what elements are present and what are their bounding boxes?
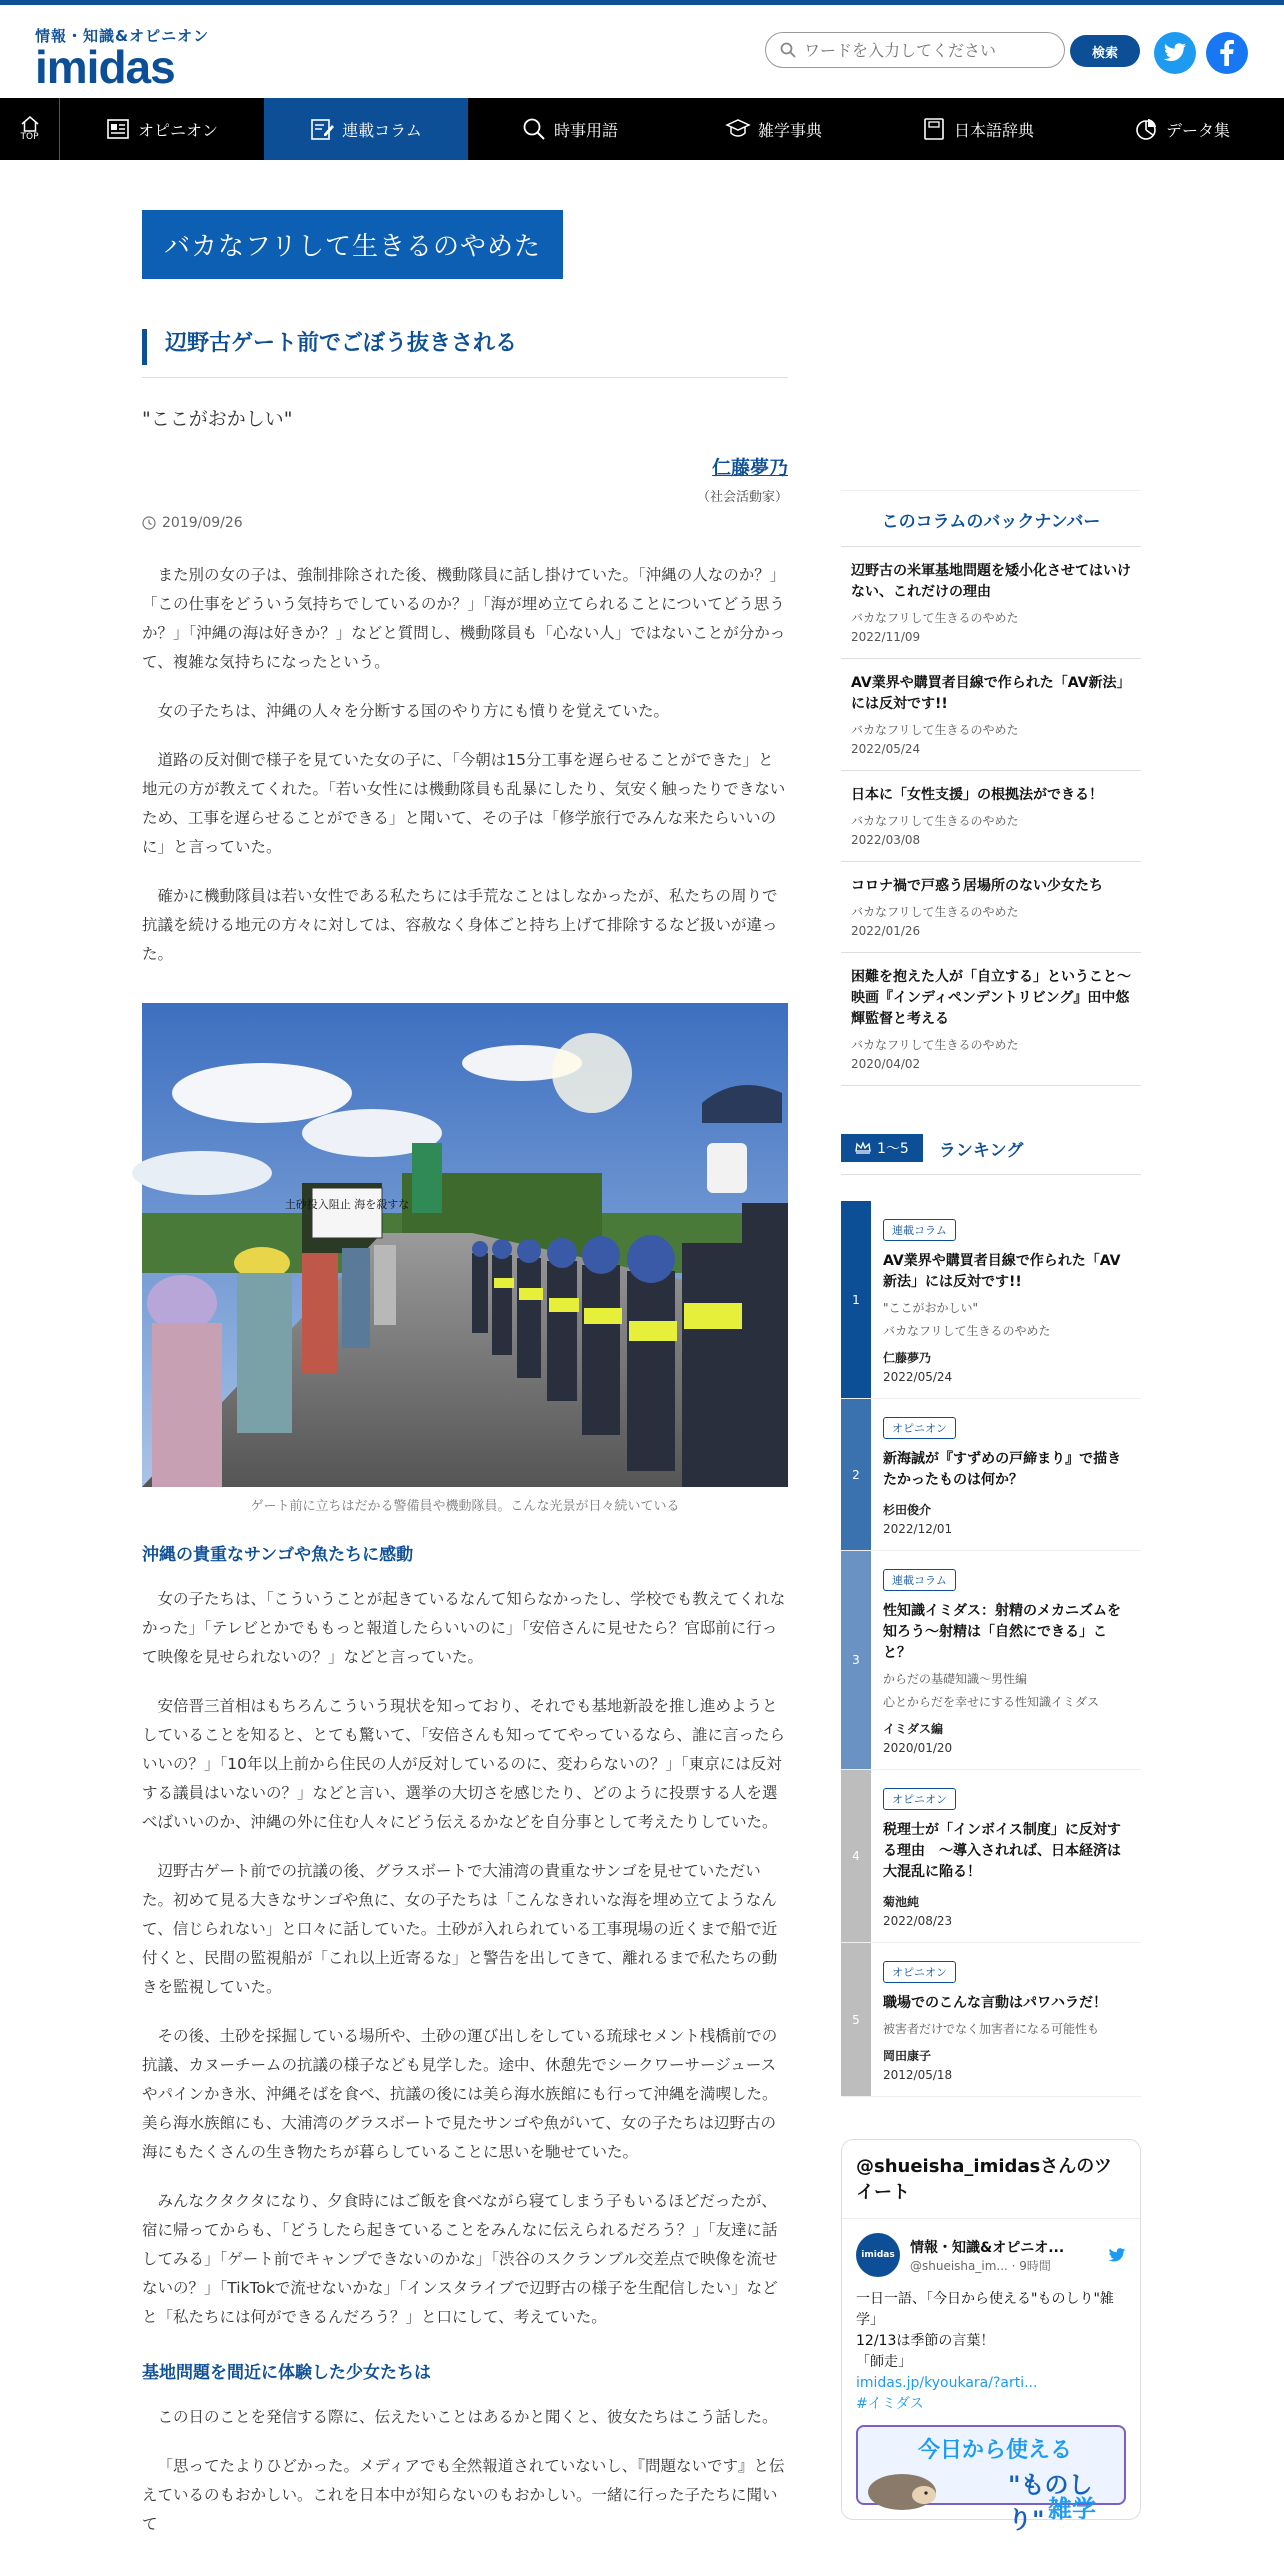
search-button[interactable]: 検索 (1070, 35, 1140, 67)
article-subtitle: "ここがおかしい" (142, 408, 293, 430)
ranking-item-subtitle: "ここがおかしい" (883, 1301, 979, 1315)
ranking-item[interactable] (841, 1770, 1141, 1943)
tweet-line: 12/13は季節の言葉！ (856, 2333, 995, 2349)
home-icon (21, 116, 39, 132)
site-logo[interactable] (35, 25, 210, 93)
backnumber-item-title: AV業界や購買者目線で作られた「AV新法」には反対です!! (851, 675, 1131, 712)
ranking-item-subtitle: 被害者だけでなく加害者になる可能性も (883, 2022, 1100, 2036)
article-photo (142, 1003, 788, 1487)
ranking-item-author: 杉田俊介 (883, 1503, 932, 1517)
sidebar (841, 490, 1141, 2534)
backnumber-item-date: 2020/04/02 (851, 1057, 921, 1071)
article-paragraph: 確かに機動隊員は若い女性である私たちには手荒なことはしなかったが、私たちの周りで抗議を続ける地元の方々に対しては、容赦なく身体ごと持ち上げて排除するなど扱いが違った。 (142, 887, 778, 963)
ranking-number: 4 (841, 1770, 871, 1942)
backnumber-item[interactable] (841, 771, 1141, 862)
tweet-image-text: "ものしり" (1008, 2471, 1093, 2534)
article-paragraph: この日のことを発信する際に、伝えたいことはあるかと聞くと、彼女たちはこう話した。 (157, 2408, 778, 2426)
ranking-item-title: AV業界や購買者目線で作られた「AV新法」には反対です!! (883, 1253, 1121, 1290)
category-tag[interactable]: 連載コラム (883, 1219, 956, 1241)
nav-item-column[interactable] (264, 98, 468, 160)
article-date-text: 2019/09/26 (162, 515, 243, 531)
article-paragraph: その後、土砂を採掘している場所や、土砂の運び出しをしている琉球セメント桟橋前での抗議、カヌーチームの抗議の様子なども見学した。途中、休憩先でシークワーサージュースやパインかき氷、沖縄そばを食べ、抗議の後には美ら海水族館にも行って沖縄を満喫した。美ら海水族館にも、大浦湾のグラスボートで見たサンゴや魚がいて、女の子たちは辺野古の海にもたくさんの生き物たちが暮らしていることに思いを馳せていた。 (142, 2027, 778, 2161)
backnumber-item-title: 日本に「女性支援」の根拠法ができる！ (851, 787, 1103, 803)
section-heading: 沖縄の貴重なサンゴや魚たちに感動 (142, 1545, 414, 1565)
logo-wordmark: imidas (35, 41, 175, 93)
facebook-f-icon (1220, 40, 1234, 66)
article-main (142, 210, 788, 2539)
tweet-user-handle: @shueisha_im... · 9時間 (910, 2258, 1051, 2273)
nav-item-dictionary[interactable] (876, 98, 1080, 160)
ranking-item-author: 岡田康子 (883, 2049, 932, 2063)
backnumber-item-series: バカなフリして生きるのやめた (851, 1038, 1019, 1052)
search-box (765, 32, 1065, 68)
main-navigation (0, 98, 1284, 160)
nav-item-label: データ集 (1165, 120, 1230, 140)
backnumber-item-date: 2022/05/24 (851, 742, 921, 756)
nav-item-trivia[interactable] (672, 98, 876, 160)
protest-photo-illustration (142, 1003, 788, 1487)
category-tag[interactable]: 連載コラム (883, 1569, 956, 1591)
ranking-item-author: 仁藤夢乃 (883, 1351, 932, 1365)
avatar[interactable]: imidas (856, 2233, 900, 2277)
nav-item-label: 日本語辞典 (953, 120, 1034, 140)
backnumber-list (841, 547, 1141, 1086)
backnumber-item-title: 困難を抱えた人が「自立する」ということ〜映画『インディペンデントリビング』田中悠輝監督と考える (851, 969, 1131, 1027)
nav-item-label: 時事用語 (553, 120, 618, 140)
nav-item-terms[interactable] (468, 98, 672, 160)
ranking-item-subtitle: からだの基礎知識～男性編 (883, 1672, 1028, 1686)
ranking-range: 1～5 (877, 1141, 909, 1157)
article-paragraph: 「思ってたよりひどかった。メディアでも全然報道されていないし、『問題ないです』と伝えているのもおかしい。これを日本中が知らないのもおかしい。一緒に行った子たちに聞いて (142, 2457, 785, 2533)
article-date (142, 515, 788, 531)
ranking-number: 5 (841, 1943, 871, 2096)
nav-item-data[interactable] (1080, 98, 1284, 160)
backnumber-item-title: 辺野古の米軍基地問題を矮小化させてはいけない、これだけの理由 (851, 563, 1131, 600)
article-paragraph: 辺野古ゲート前での抗議の後、グラスボートで大浦湾の貴重なサンゴを見せていただいた。初めて見る大きなサンゴや魚に、女の子たちは「こんなきれいな海を埋め立てようなんて、信じられない」と口々に話していた。土砂が入れられている工事現場の近くまで船で近付くと、民間の監視船が「これ以上近寄るな」と警告を出してきて、離れるまで私たちの動きを監視していた。 (142, 1862, 778, 1996)
category-tag[interactable]: オピニオン (883, 1788, 956, 1810)
timeline-title: @shueisha_imidasさんのツイート (842, 2140, 1140, 2219)
ranking-header (841, 1134, 1141, 1175)
ranking-item-title: 税理士が「インボイス制度」に反対する理由 ～導入されれば、日本経済は大混乱に陥る！ (883, 1822, 1121, 1880)
tweet-line: 「師走」 (856, 2354, 912, 2370)
ranking-item-series: 心とからだを幸せにする性知識イミダス (883, 1695, 1100, 1709)
backnumber-item-series: バカなフリして生きるのやめた (851, 814, 1019, 828)
ranking-item-date: 2022/08/23 (883, 1914, 953, 1928)
ranking-item-title: 新海誠が『すずめの戸締まり』で描きたかったものは何か？ (883, 1451, 1122, 1488)
pie-chart-icon (1134, 117, 1158, 141)
tweet-text (856, 2289, 1126, 2415)
clock-icon (142, 516, 156, 530)
tweet-link[interactable]: imidas.jp/kyoukara/?arti... (856, 2375, 1038, 2391)
ranking-item-date: 2022/12/01 (883, 1522, 953, 1536)
tweet-hashtag[interactable]: #イミダス (856, 2396, 924, 2412)
tweet-image-text: 雑学 (1048, 2495, 1096, 2523)
backnumber-item-date: 2022/11/09 (851, 630, 921, 644)
tweet-image-text: 今日から使える (918, 2438, 1073, 2463)
tweet[interactable] (842, 2219, 1140, 2534)
ranking-item-date: 2012/05/18 (883, 2068, 953, 2082)
ranking-item[interactable] (841, 1943, 1141, 2097)
article-paragraph: 安倍晋三首相はもちろんこういう現状を知っており、それでも基地新設を推し進めようとしていることを知ると、とても驚いて、「安倍さんも知っててやっているなら、誰に言ったらいいの？」「10年以上前から住民の人が反対しているのに、変わらないの？」「東京には反対する議員はいないの？」などと言い、選挙の大切さを感じたり、どのように投票する人を選べばいいのか、沖縄の外に住む人々にどう伝えるかなどを自分事として考えたりしていた。 (142, 1697, 785, 1831)
tweet-user (856, 2233, 1126, 2277)
title-divider (142, 377, 788, 378)
ranking-item-date: 2022/05/24 (883, 1370, 953, 1384)
backnumber-item[interactable] (841, 953, 1141, 1086)
twitter-bird-icon (1108, 2248, 1126, 2263)
ranking-item[interactable] (841, 1201, 1141, 1399)
category-tag[interactable]: オピニオン (883, 1417, 956, 1439)
twitter-bird-icon (1163, 43, 1187, 63)
article-paragraph: また別の女の子は、強制排除された後、機動隊員に話し掛けていた。「沖縄の人なのか？」「この仕事をどういう気持ちでしているのか？」「海が埋め立てられることについてどう思うか？」「沖縄の海は好きか？」などと質問し、機動隊員も「心ない人」ではないことが分かって、複雑な気持ちになったという。 (142, 566, 786, 671)
backnumber-item-date: 2022/03/08 (851, 833, 921, 847)
tweet-line: 一日一語、「今日から使える"ものしり"雑学」 (856, 2291, 1114, 2328)
ranking-title: ランキング (938, 1140, 1024, 1161)
ranking-item[interactable] (841, 1551, 1141, 1770)
ranking-item-date: 2020/01/20 (883, 1741, 953, 1755)
search-terms-icon (522, 117, 546, 141)
author-link[interactable]: 仁藤夢乃 (711, 457, 788, 479)
ranking-item-title: 職場でのこんな言動はパワハラだ！ (883, 1995, 1107, 2011)
backnumber-item-title: コロナ禍で戸惑う居場所のない少女たち (851, 878, 1103, 894)
ranking-item-series: バカなフリして生きるのやめた (883, 1324, 1051, 1338)
ranking-item-title: 性知識イミダス：射精のメカニズムを知ろう～射精は「自然にできる」こと？ (883, 1603, 1121, 1661)
opinion-icon (106, 117, 130, 141)
photo-caption: ゲート前に立ちはだかる警備員や機動隊員。こんな光景が日々続いている (250, 1499, 680, 1514)
twitter-link[interactable] (1154, 32, 1196, 74)
nav-top[interactable] (0, 98, 60, 160)
nav-item-opinion[interactable] (60, 98, 264, 160)
ranking-item-author: 菊池純 (883, 1895, 920, 1909)
ranking-number: 1 (841, 1201, 871, 1398)
section-heading: 基地問題を間近に体験した少女たちは (142, 2363, 431, 2383)
ranking-number: 3 (841, 1551, 871, 1769)
backnumber-item-date: 2022/01/26 (851, 924, 921, 938)
hedgehog-illustration (862, 2457, 942, 2507)
author-role: （社会活動家） (696, 490, 788, 505)
backnumber-item[interactable] (841, 547, 1141, 659)
search-icon (780, 42, 796, 58)
ranking-item[interactable] (841, 1399, 1141, 1551)
photo-protest-sign: 土砂投入阻止 海を殺すな (284, 1198, 410, 1211)
category-tag[interactable]: オピニオン (883, 1961, 956, 1983)
article-paragraph: 女の子たちは、「こういうことが起きているなんて知らなかったし、学校でも教えてくれなかった」「テレビとかでももっと報道したらいいのに」「安倍さんに見せたら？官邸前に行って映像を見せられないの？」などと言っていた。 (142, 1590, 786, 1666)
tweet-image[interactable] (856, 2425, 1126, 2534)
article-paragraph: みんなクタクタになり、夕食時にはご飯を食べながら寝てしまう子もいるほどだったが、宿に帰ってからも、「どうしたら起きていることをみんなに伝えられるだろう？」「友達に話してみる」「ゲート前でキャンプできないのかな」「渋谷のスクランブル交差点で映像を流せないの？」「TikTokで流せないかな」「インスタライブで辺野古の様子を生配信したい」などと「私たちには何ができるんだろう？」と口にして、考えていた。 (142, 2192, 778, 2326)
nav-item-label: 雑学事典 (757, 120, 822, 140)
logo-tagline: 情報・知識&オピニオン (35, 27, 210, 45)
nav-top-label: TOP (20, 132, 39, 142)
backnumber-item-series: バカなフリして生きるのやめた (851, 723, 1019, 737)
nav-item-label: オピニオン (137, 120, 218, 140)
backnumber-item-series: バカなフリして生きるのやめた (851, 611, 1019, 625)
nav-item-label: 連載コラム (342, 120, 422, 140)
mortarboard-icon (726, 117, 750, 141)
backnumber-item-series: バカなフリして生きるのやめた (851, 905, 1019, 919)
backnumber-item[interactable] (841, 659, 1141, 771)
article-paragraph: 女の子たちは、沖縄の人々を分断する国のやり方にも憤りを覚えていた。 (157, 702, 670, 720)
article-paragraph: 道路の反対側で様子を見ていた女の子に、「今朝は15分工事を遅らせることができた」と地元の方が教えてくれた。「若い女性には機動隊員も乱暴にしたり、気安く触ったりできないため、工事を遅らせることができる」と聞いて、その子は「修学旅行でみんな来たらいいのに」と言っていた。 (142, 751, 786, 856)
ranking-item-author: イミダス編 (883, 1722, 944, 1736)
crown-icon (855, 1142, 871, 1154)
facebook-link[interactable] (1206, 32, 1248, 74)
ranking-list (841, 1201, 1141, 2097)
backnumber-item[interactable] (841, 862, 1141, 953)
backnumber-title: このコラムのバックナンバー (841, 490, 1141, 547)
article-title: 辺野古ゲート前でごぼう抜きされる (142, 329, 788, 365)
site-header (0, 5, 1284, 98)
dictionary-icon (922, 117, 946, 141)
search-input[interactable] (804, 41, 1044, 60)
tweet-user-name: 情報・知識&オピニオ... (910, 2239, 1065, 2256)
column-name-banner[interactable]: バカなフリして生きるのやめた (142, 210, 563, 279)
column-icon (310, 117, 334, 141)
twitter-timeline (841, 2139, 1141, 2534)
ranking-range-badge (841, 1134, 923, 1162)
ranking-number: 2 (841, 1399, 871, 1550)
